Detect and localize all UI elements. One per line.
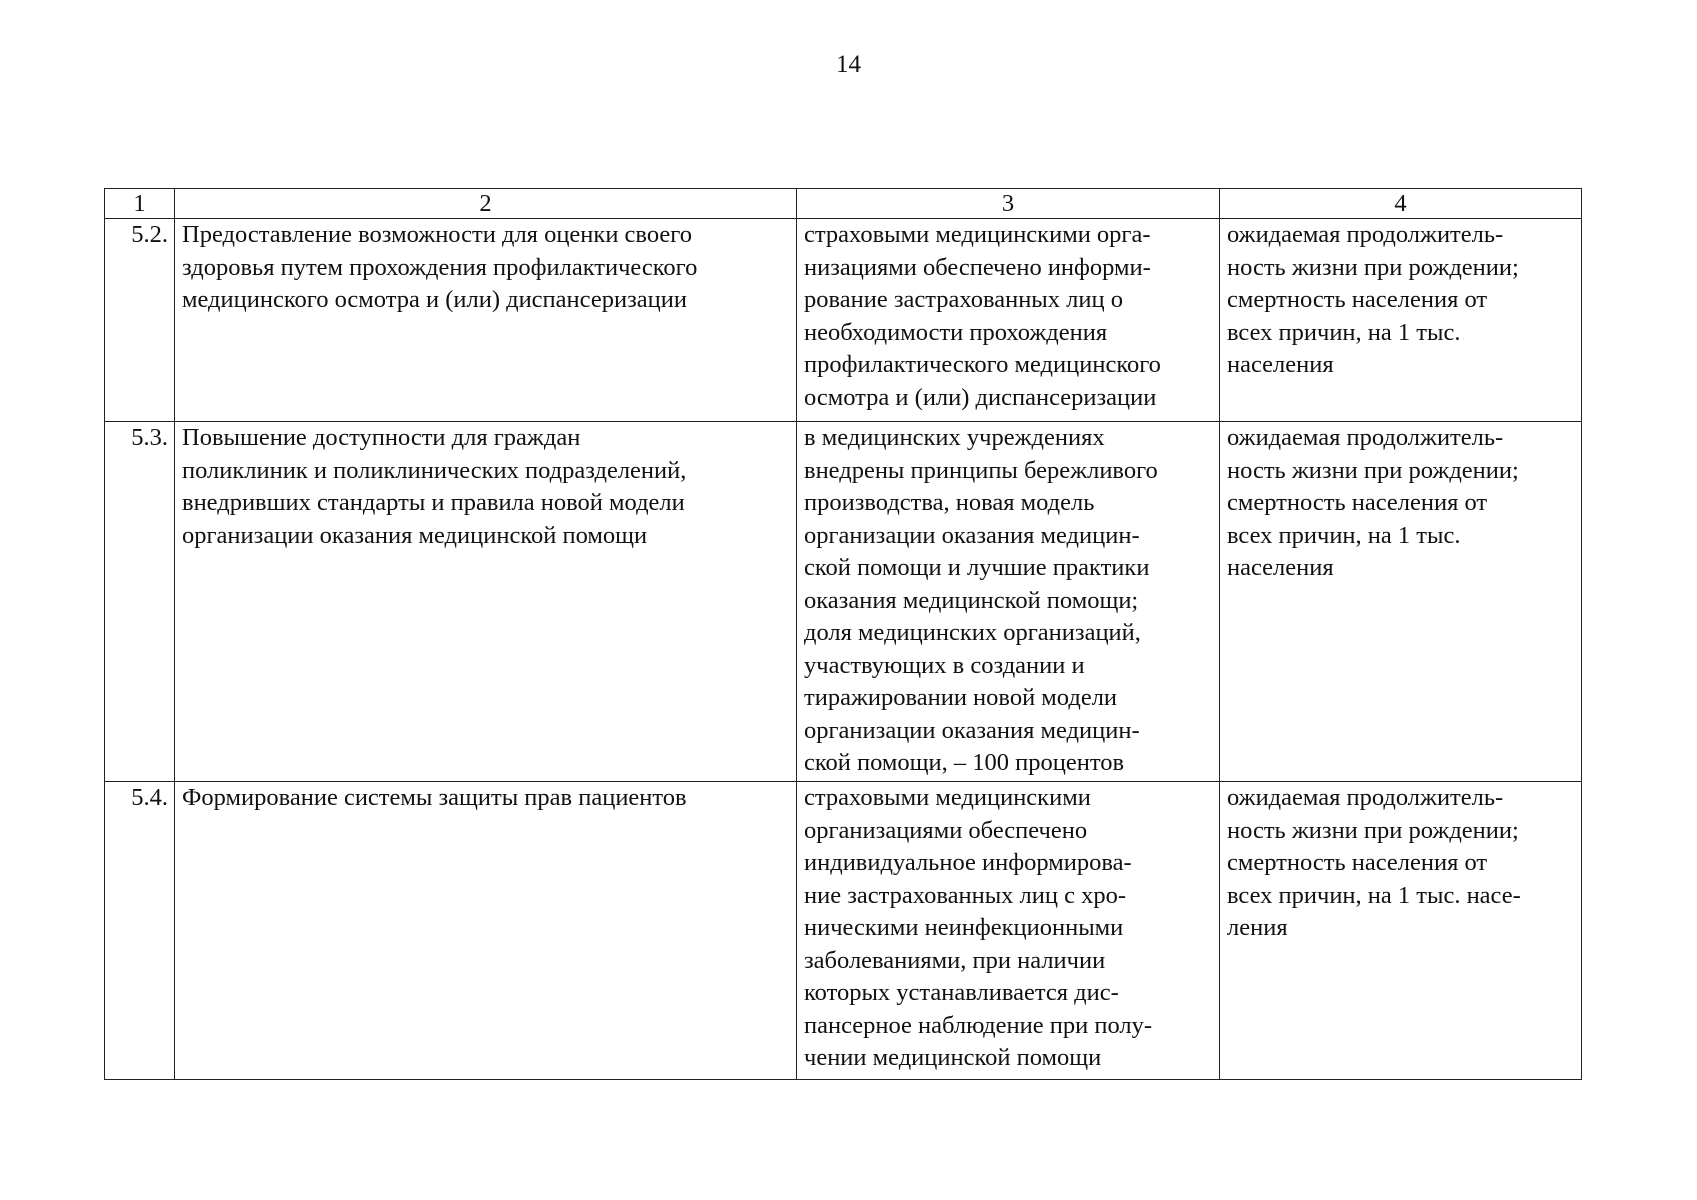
measure-cell (175, 219, 797, 422)
measures-table (104, 188, 1582, 1080)
indicator-cell (1220, 219, 1582, 422)
table-row (105, 422, 1582, 782)
column-header-1: 1 (105, 189, 175, 219)
indicator-text: ожидаемая продолжитель- ность жизни при рождении; смертность населения от всех причин, на 1 тыс. населения (1227, 221, 1519, 378)
column-header-2: 2 (175, 189, 797, 219)
indicator-text: ожидаемая продолжитель- ность жизни при рождении; смертность населения от всех причин, на 1 тыс. населения (1227, 424, 1519, 581)
result-text: страховыми медицинскими орга- низациями обеспечено информи- рование застрахованных лиц о необходимости прохождения профилактического медицинского осмотра и (или) диспансеризации (804, 221, 1161, 411)
result-text: страховыми медицинскими организациями обеспечено индивидуальное информирова- ние застрахованных лиц с хро- ническими неинфекционными заболеваниями, при наличии которых устанавливается дис- пансерное наблюдение при полу- чении медицинской помощи (804, 784, 1153, 1071)
row-number: 5.2. (105, 219, 175, 422)
column-header-4: 4 (1220, 189, 1582, 219)
table-row (105, 219, 1582, 422)
indicator-cell (1220, 782, 1582, 1080)
result-cell (797, 422, 1220, 782)
measure-text: Формирование системы защиты прав пациентов (182, 784, 687, 811)
column-header-3: 3 (797, 189, 1220, 219)
measure-text: Повышение доступности для граждан поликлиник и поликлинических подразделений, внедривших стандарты и правила новой модели организации оказания медицинской помощи (182, 424, 687, 549)
row-number: 5.3. (105, 422, 175, 782)
indicator-text: ожидаемая продолжитель- ность жизни при рождении; смертность населения от всех причин, на 1 тыс. насе- ления (1227, 784, 1521, 941)
measure-cell (175, 422, 797, 782)
result-cell (797, 782, 1220, 1080)
measure-cell (175, 782, 797, 1080)
table-header-row (105, 189, 1582, 219)
result-text: в медицинских учреждениях внедрены принципы бережливого производства, новая модель организации оказания медицин- ской помощи и лучшие практики оказания медицинской помощи; доля медицинских организаций, участвующих в создании и тиражировании новой модели организации оказания медицин- ской помощи, – 100 процентов (804, 424, 1158, 776)
indicator-cell (1220, 422, 1582, 782)
table-row (105, 782, 1582, 1080)
page-number: 14 (836, 51, 861, 78)
result-cell (797, 219, 1220, 422)
measure-text: Предоставление возможности для оценки своего здоровья путем прохождения профилактического медицинского осмотра и (или) диспансеризации (182, 221, 698, 313)
row-number: 5.4. (105, 782, 175, 1080)
